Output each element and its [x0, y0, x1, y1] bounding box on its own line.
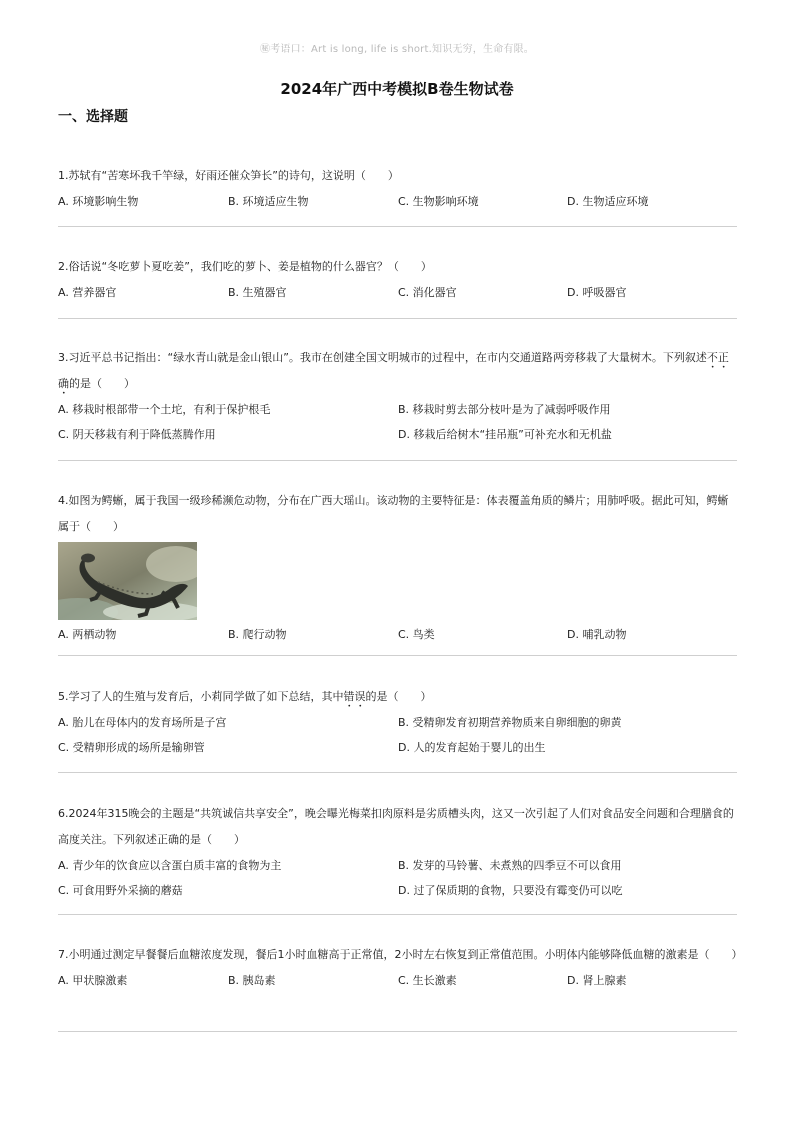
option-c[interactable]: C. 生长激素: [398, 974, 457, 987]
option-d[interactable]: D. 人的发育起始于婴儿的出生: [398, 741, 546, 754]
question-3-options-row-1: [58, 397, 737, 422]
divider: [58, 655, 737, 656]
divider: [58, 318, 737, 319]
divider: [58, 914, 737, 915]
option-c[interactable]: C. 受精卵形成的场所是输卵管: [58, 741, 205, 754]
option-d[interactable]: D. 呼吸器官: [567, 286, 627, 299]
option-d[interactable]: D. 哺乳动物: [567, 628, 627, 641]
option-c[interactable]: C. 消化器官: [398, 286, 457, 299]
option-a[interactable]: A. 甲状腺激素: [58, 974, 128, 987]
section-heading: 一、选择题: [58, 109, 128, 125]
divider: [58, 772, 737, 773]
page-title: 2024年广西中考模拟B卷生物试卷: [280, 80, 514, 98]
question-1-text: 1.苏轼有“苦寒坏我千竿绿，好雨还催众笋长”的诗句，这说明（ ）: [58, 169, 399, 182]
question-6: [58, 801, 737, 903]
option-c[interactable]: C. 鸟类: [398, 628, 435, 641]
option-b[interactable]: B. 发芽的马铃薯、未煮熟的四季豆不可以食用: [398, 859, 622, 872]
option-a[interactable]: A. 青少年的饮食应以含蛋白质丰富的食物为主: [58, 859, 282, 872]
question-5-options-row-2: [58, 735, 737, 760]
emphasis-wrong: 错误: [343, 690, 366, 703]
question-7-text: 7.小明通过测定早餐餐后血糖浓度发现，餐后1小时血糖高于正常值，2小时左右恢复到正常值范围。小明体内能够降低血糖的激素是（ ）: [58, 948, 743, 961]
header-note: ㊙考语口：Art is long, life is short.知识无穷，生命有限。: [259, 44, 534, 55]
divider: [58, 460, 737, 461]
question-6-text: 6.2024年315晚会的主题是“共筑诚信共享安全”，晚会曝光梅菜扣肉原料是劣质槽头肉，这又一次引起了人们对食品安全问题和合理膳食的高度关注。下列叙述正确的是（ ）: [58, 807, 734, 846]
question-3-text-part: 3.习近平总书记指出：“绿水青山就是金山银山”。我市在创建全国文明城市的过程中，在市内交通道路两旁移栽了大量树木。下列叙述: [58, 351, 707, 364]
option-c[interactable]: C. 可食用野外采摘的蘑菇: [58, 884, 183, 897]
option-a[interactable]: A. 胎儿在母体内的发育场所是子宫: [58, 716, 227, 729]
question-2: [58, 254, 737, 305]
option-b[interactable]: B. 生殖器官: [228, 286, 287, 299]
emphasis-correct: 正确: [58, 351, 729, 390]
question-4-text: 4.如图为鳄蜥，属于我国一级珍稀濒危动物，分布在广西大瑶山。该动物的主要特征是：体表覆盖角质的鳞片；用肺呼吸。据此可知，鳄蜥属于（ ）: [58, 494, 729, 533]
question-5: [58, 684, 737, 760]
question-6-options-row-2: [58, 878, 737, 903]
option-b[interactable]: B. 爬行动物: [228, 628, 287, 641]
option-b[interactable]: B. 受精卵发育初期营养物质来自卵细胞的卵黄: [398, 716, 622, 729]
option-a[interactable]: A. 两栖动物: [58, 628, 117, 641]
divider: [58, 226, 737, 227]
option-a[interactable]: A. 营养器官: [58, 286, 117, 299]
question-7: [58, 942, 743, 993]
option-d[interactable]: D. 移栽后给树木“挂吊瓶”可补充水和无机盐: [398, 428, 612, 441]
question-7-options: [58, 968, 737, 993]
option-d[interactable]: D. 生物适应环境: [567, 195, 649, 208]
crocodile-lizard-image: [58, 542, 197, 620]
emphasis-not: 不: [706, 351, 718, 364]
option-a[interactable]: A. 环境影响生物: [58, 195, 139, 208]
option-b[interactable]: B. 移栽时剪去部分枝叶是为了减弱呼吸作用: [398, 403, 611, 416]
question-6-options-row-1: [58, 853, 737, 878]
question-1: [58, 163, 737, 214]
option-d[interactable]: D. 肾上腺素: [567, 974, 627, 987]
option-a[interactable]: A. 移栽时根部带一个土坨，有利于保护根毛: [58, 403, 271, 416]
question-3-options-row-2: [58, 422, 737, 447]
question-3: [58, 345, 737, 447]
question-5-text-end: 的是（ ）: [365, 690, 432, 703]
question-4-options: [58, 622, 737, 647]
option-c[interactable]: C. 阴天移栽有利于降低蒸腾作用: [58, 428, 216, 441]
question-4: [58, 488, 737, 647]
option-b[interactable]: B. 胰岛素: [228, 974, 276, 987]
option-b[interactable]: B. 环境适应生物: [228, 195, 309, 208]
question-3-text-end: 的是（ ）: [69, 377, 135, 390]
question-5-options-row-1: [58, 710, 737, 735]
question-5-text: [58, 684, 737, 710]
question-1-options: [58, 189, 737, 214]
option-d[interactable]: D. 过了保质期的食物，只要没有霉变仍可以吃: [398, 884, 623, 897]
question-2-options: [58, 280, 737, 305]
option-c[interactable]: C. 生物影响环境: [398, 195, 479, 208]
divider: [58, 1031, 737, 1032]
question-3-text: [58, 345, 737, 397]
question-2-text: 2.俗话说“冬吃萝卜夏吃姜”，我们吃的萝卜、姜是植物的什么器官？（ ）: [58, 260, 432, 273]
question-5-text-part: 5.学习了人的生殖与发育后，小莉同学做了如下总结，其中: [58, 690, 344, 703]
